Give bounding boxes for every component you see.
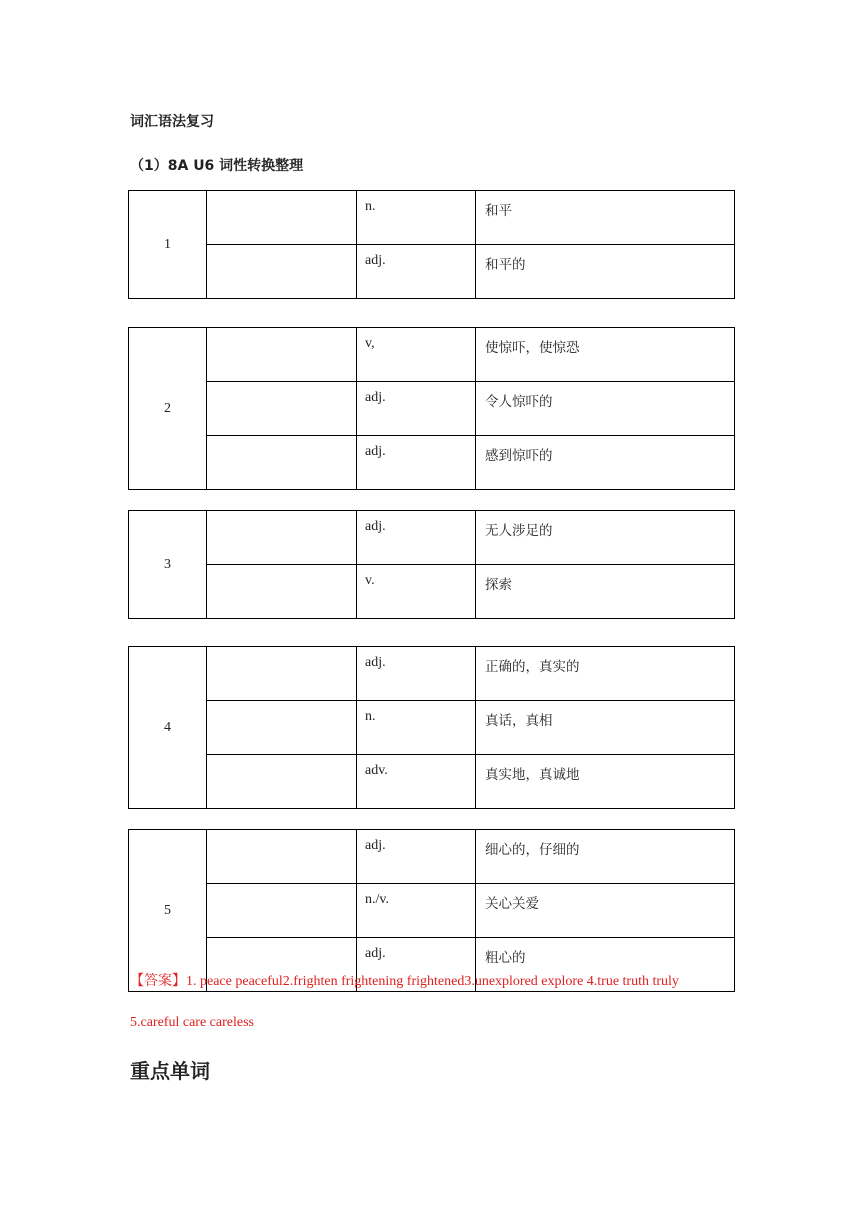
answer-blank <box>207 511 357 565</box>
page-title: 词汇语法复习 <box>130 114 214 130</box>
meaning: 感到惊吓的 <box>476 436 735 490</box>
answer-blank <box>207 191 357 245</box>
answer-blank <box>207 647 357 701</box>
part-of-speech: v, <box>357 328 476 382</box>
part-of-speech: v. <box>357 565 476 619</box>
meaning: 真话，真相 <box>476 701 735 755</box>
part-of-speech: adj. <box>357 938 476 992</box>
answer-blank <box>207 328 357 382</box>
row-number: 4 <box>129 647 207 809</box>
table-row <box>129 511 735 565</box>
vocab-table-1 <box>128 190 735 299</box>
meaning: 正确的，真实的 <box>476 647 735 701</box>
meaning: 真实地，真诚地 <box>476 755 735 809</box>
row-number: 5 <box>129 830 207 992</box>
meaning: 无人涉足的 <box>476 511 735 565</box>
meaning: 使惊吓，使惊恐 <box>476 328 735 382</box>
answer-blank <box>207 436 357 490</box>
table-row <box>129 565 735 619</box>
part-of-speech: adv. <box>357 755 476 809</box>
answer-key-continued: 5.careful care careless <box>130 1015 254 1030</box>
table-row <box>129 701 735 755</box>
table-row <box>129 436 735 490</box>
table-row <box>129 191 735 245</box>
answer-blank <box>207 245 357 299</box>
answer-blank <box>207 755 357 809</box>
table-row <box>129 382 735 436</box>
part-of-speech: adj. <box>357 830 476 884</box>
vocab-table-5 <box>128 829 735 992</box>
answer-blank <box>207 382 357 436</box>
part-of-speech: adj. <box>357 511 476 565</box>
table-row <box>129 245 735 299</box>
row-number: 2 <box>129 328 207 490</box>
vocab-table-4 <box>128 646 735 809</box>
answer-blank <box>207 830 357 884</box>
meaning: 粗心的 <box>476 938 735 992</box>
table-row <box>129 830 735 884</box>
key-words-heading: 重点单词 <box>130 1059 210 1083</box>
part-of-speech: adj. <box>357 245 476 299</box>
meaning: 细心的，仔细的 <box>476 830 735 884</box>
answer-blank <box>207 565 357 619</box>
row-number: 1 <box>129 191 207 299</box>
section-title: （1）8A U6 词性转换整理 <box>130 158 304 174</box>
part-of-speech: n. <box>357 191 476 245</box>
meaning: 关心关爱 <box>476 884 735 938</box>
part-of-speech: n. <box>357 701 476 755</box>
answer-blank <box>207 884 357 938</box>
table-row <box>129 647 735 701</box>
part-of-speech: adj. <box>357 647 476 701</box>
meaning: 令人惊吓的 <box>476 382 735 436</box>
table-row <box>129 884 735 938</box>
row-number: 3 <box>129 511 207 619</box>
meaning: 和平 <box>476 191 735 245</box>
answer-blank <box>207 701 357 755</box>
meaning: 探索 <box>476 565 735 619</box>
part-of-speech: n./v. <box>357 884 476 938</box>
part-of-speech: adj. <box>357 382 476 436</box>
part-of-speech: adj. <box>357 436 476 490</box>
table-row <box>129 328 735 382</box>
meaning: 和平的 <box>476 245 735 299</box>
table-row <box>129 755 735 809</box>
vocab-table-3 <box>128 510 735 619</box>
vocab-table-2 <box>128 327 735 490</box>
answer-key: 【答案】1. peace peaceful2.frighten frightening frightened3.unexplored explore 4.true truth truly <box>130 974 679 989</box>
